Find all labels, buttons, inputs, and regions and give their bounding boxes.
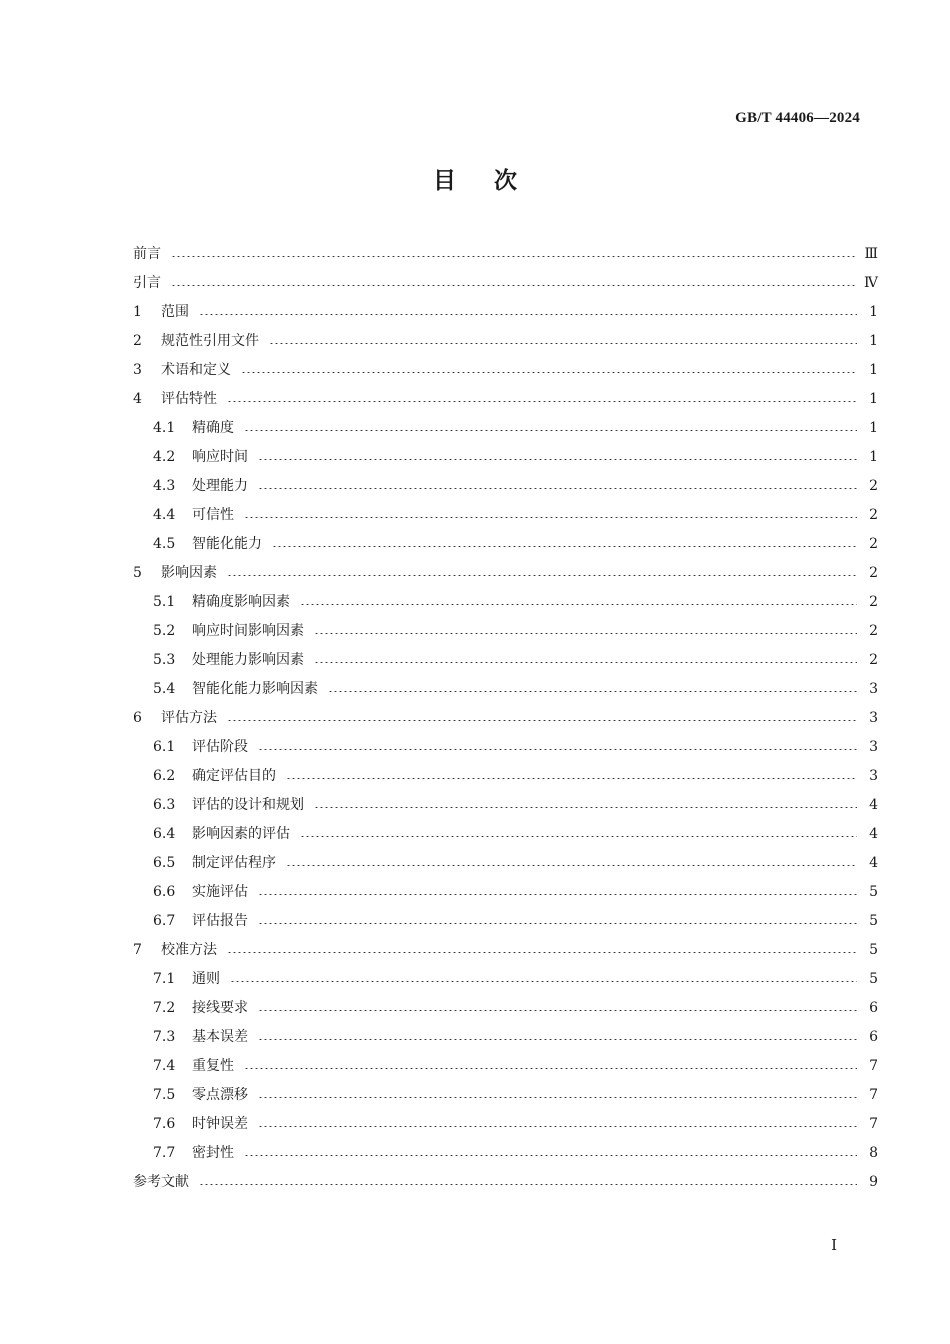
toc-entry-title: 时钟误差	[192, 1116, 248, 1132]
toc-entry-page: 8	[869, 1145, 878, 1161]
toc-entry-number: 4.3	[153, 478, 176, 494]
dot-leader	[227, 575, 857, 576]
toc-entry-number: 5.1	[153, 594, 176, 610]
toc-entry[interactable]	[133, 733, 878, 762]
toc-entry-title: 精确度影响因素	[192, 594, 290, 610]
dot-leader	[258, 1039, 857, 1040]
toc-entry-number: 4.4	[153, 507, 176, 523]
dot-leader	[286, 778, 857, 779]
toc-entry-title: 智能化能力影响因素	[192, 681, 318, 697]
toc-entry-title: 基本误差	[192, 1029, 248, 1045]
toc-entry[interactable]	[133, 1168, 878, 1197]
toc-entry[interactable]	[133, 849, 878, 878]
toc-entry-page: 7	[869, 1087, 878, 1103]
toc-entry-number: 7.5	[153, 1087, 176, 1103]
toc-entry[interactable]	[133, 501, 878, 530]
dot-leader	[227, 401, 857, 402]
toc-entry-page: 3	[869, 710, 878, 726]
toc-entry[interactable]	[133, 588, 878, 617]
dot-leader	[258, 459, 857, 460]
toc-entry-page: 1	[869, 304, 878, 320]
toc-entry-title: 校准方法	[161, 942, 217, 958]
toc-entry-title: 确定评估目的	[192, 768, 276, 784]
toc-entry-title: 评估方法	[161, 710, 217, 726]
toc-entry-page: 7	[869, 1058, 878, 1074]
toc-entry-page: 2	[869, 652, 878, 668]
toc-entry[interactable]	[133, 443, 878, 472]
dot-leader	[286, 865, 857, 866]
toc-entry-page: 5	[869, 884, 878, 900]
toc-entry[interactable]	[133, 1139, 878, 1168]
toc-entry-title: 处理能力影响因素	[192, 652, 304, 668]
toc-entry-title: 前言	[133, 246, 161, 262]
dot-leader	[314, 807, 857, 808]
toc-entry-page: 1	[869, 391, 878, 407]
toc-entry-title: 响应时间影响因素	[192, 623, 304, 639]
toc-entry-number: 4	[133, 391, 142, 407]
toc-entry-number: 7.3	[153, 1029, 176, 1045]
toc-entry-page: 5	[869, 942, 878, 958]
toc-entry-page: 4	[869, 797, 878, 813]
toc-entry-number: 6.6	[153, 884, 176, 900]
toc-entry-page: 6	[869, 1000, 878, 1016]
toc-entry-page: 5	[869, 913, 878, 929]
dot-leader	[244, 430, 857, 431]
toc-entry-page: 2	[869, 565, 878, 581]
toc-entry-title: 通则	[192, 971, 220, 987]
toc-entry-page: 4	[869, 826, 878, 842]
toc-entry[interactable]	[133, 1110, 878, 1139]
toc-entry-page: 1	[869, 362, 878, 378]
toc-entry[interactable]	[133, 414, 878, 443]
toc-entry-title: 处理能力	[192, 478, 248, 494]
toc-entry-title: 影响因素的评估	[192, 826, 290, 842]
toc-entry-page: 3	[869, 739, 878, 755]
toc-entry-page: 2	[869, 594, 878, 610]
toc-entry-title: 引言	[133, 275, 161, 291]
toc-entry-page: Ⅳ	[864, 275, 878, 291]
dot-leader	[272, 546, 857, 547]
toc-entry[interactable]	[133, 878, 878, 907]
toc-entry[interactable]	[133, 762, 878, 791]
toc-entry-title: 评估报告	[192, 913, 248, 929]
dot-leader	[244, 517, 857, 518]
toc-entry-number: 6.4	[153, 826, 176, 842]
dot-leader	[258, 923, 857, 924]
toc-entry[interactable]	[133, 646, 878, 675]
toc-entry[interactable]	[133, 530, 878, 559]
toc-entry-page: 4	[869, 855, 878, 871]
toc-entry-title: 评估阶段	[192, 739, 248, 755]
toc-entry-title: 接线要求	[192, 1000, 248, 1016]
dot-leader	[258, 749, 857, 750]
toc-entry-page: 7	[869, 1116, 878, 1132]
toc-entry-number: 5.4	[153, 681, 176, 697]
toc-entry-number: 3	[133, 362, 142, 378]
toc-entry-title: 可信性	[192, 507, 234, 523]
dot-leader	[244, 1068, 857, 1069]
dot-leader	[230, 981, 857, 982]
toc-entry-title: 零点漂移	[192, 1087, 248, 1103]
toc-entry-title: 响应时间	[192, 449, 248, 465]
toc-entry-page: Ⅲ	[864, 246, 878, 262]
toc-entry-page: 3	[869, 681, 878, 697]
toc-entry[interactable]	[133, 1023, 878, 1052]
toc-entry-title: 密封性	[192, 1145, 234, 1161]
toc-entry[interactable]	[133, 298, 878, 327]
toc-entry-page: 2	[869, 623, 878, 639]
toc-entry-number: 6.3	[153, 797, 176, 813]
toc-entry-number: 7.7	[153, 1145, 176, 1161]
toc-entry-title: 影响因素	[161, 565, 217, 581]
toc-entry[interactable]	[133, 385, 878, 414]
dot-leader	[199, 1184, 857, 1185]
toc-entry-number: 7	[133, 942, 142, 958]
dot-leader	[258, 894, 857, 895]
toc-entry-number: 6.5	[153, 855, 176, 871]
toc-entry-page: 2	[869, 478, 878, 494]
toc-entry-page: 9	[869, 1174, 878, 1190]
page-number: Ⅰ	[831, 1236, 837, 1254]
dot-leader	[258, 1097, 857, 1098]
toc-entry-title: 参考文献	[133, 1174, 189, 1190]
dot-leader	[199, 314, 857, 315]
table-of-contents	[133, 240, 878, 1197]
toc-entry[interactable]	[133, 559, 878, 588]
toc-entry[interactable]	[133, 675, 878, 704]
toc-entry-page: 1	[869, 333, 878, 349]
toc-entry-number: 2	[133, 333, 142, 349]
toc-entry-number: 5.2	[153, 623, 176, 639]
dot-leader	[258, 1010, 857, 1011]
toc-entry-title: 制定评估程序	[192, 855, 276, 871]
toc-entry-number: 6.7	[153, 913, 176, 929]
toc-entry-page: 1	[869, 449, 878, 465]
toc-entry[interactable]	[133, 936, 878, 965]
toc-entry-number: 7.6	[153, 1116, 176, 1132]
toc-entry[interactable]	[133, 327, 878, 356]
toc-entry-number: 6.1	[153, 739, 176, 755]
toc-entry-title: 范围	[161, 304, 189, 320]
toc-entry[interactable]	[133, 356, 878, 385]
dot-leader	[300, 604, 857, 605]
toc-entry-number: 7.1	[153, 971, 176, 987]
toc-entry-number: 4.2	[153, 449, 176, 465]
toc-entry-number: 5.3	[153, 652, 176, 668]
toc-entry[interactable]	[133, 965, 878, 994]
toc-entry-number: 1	[133, 304, 142, 320]
toc-entry-title: 规范性引用文件	[161, 333, 259, 349]
toc-entry-page: 1	[869, 420, 878, 436]
dot-leader	[171, 285, 857, 286]
toc-entry[interactable]	[133, 907, 878, 936]
dot-leader	[328, 691, 857, 692]
standard-code: GB/T 44406—2024	[735, 110, 860, 126]
toc-entry-title: 精确度	[192, 420, 234, 436]
toc-entry[interactable]	[133, 791, 878, 820]
toc-entry-title: 评估特性	[161, 391, 217, 407]
dot-leader	[241, 372, 857, 373]
toc-entry-title: 评估的设计和规划	[192, 797, 304, 813]
toc-entry[interactable]	[133, 472, 878, 501]
dot-leader	[314, 662, 857, 663]
toc-entry-title: 智能化能力	[192, 536, 262, 552]
dot-leader	[269, 343, 857, 344]
toc-entry-title: 重复性	[192, 1058, 234, 1074]
toc-entry-page: 6	[869, 1029, 878, 1045]
page-title: 目次	[433, 168, 555, 194]
toc-entry-title: 实施评估	[192, 884, 248, 900]
toc-entry-page: 5	[869, 971, 878, 987]
dot-leader	[300, 836, 857, 837]
toc-entry[interactable]	[133, 994, 878, 1023]
dot-leader	[258, 488, 857, 489]
dot-leader	[227, 952, 857, 953]
toc-entry-page: 2	[869, 507, 878, 523]
dot-leader	[314, 633, 857, 634]
dot-leader	[227, 720, 857, 721]
toc-entry[interactable]	[133, 1081, 878, 1110]
toc-entry[interactable]	[133, 617, 878, 646]
dot-leader	[258, 1126, 857, 1127]
toc-entry-number: 5	[133, 565, 142, 581]
toc-entry-number: 7.4	[153, 1058, 176, 1074]
toc-entry-number: 4.5	[153, 536, 176, 552]
toc-entry[interactable]	[133, 820, 878, 849]
toc-entry[interactable]	[133, 704, 878, 733]
toc-entry-title: 术语和定义	[161, 362, 231, 378]
toc-entry-number: 6	[133, 710, 142, 726]
toc-entry[interactable]	[133, 269, 878, 298]
dot-leader	[244, 1155, 857, 1156]
toc-entry-page: 2	[869, 536, 878, 552]
toc-entry-number: 4.1	[153, 420, 176, 436]
toc-entry[interactable]	[133, 240, 878, 269]
dot-leader	[171, 256, 857, 257]
toc-entry-number: 6.2	[153, 768, 176, 784]
toc-entry-page: 3	[869, 768, 878, 784]
toc-entry-number: 7.2	[153, 1000, 176, 1016]
toc-entry[interactable]	[133, 1052, 878, 1081]
